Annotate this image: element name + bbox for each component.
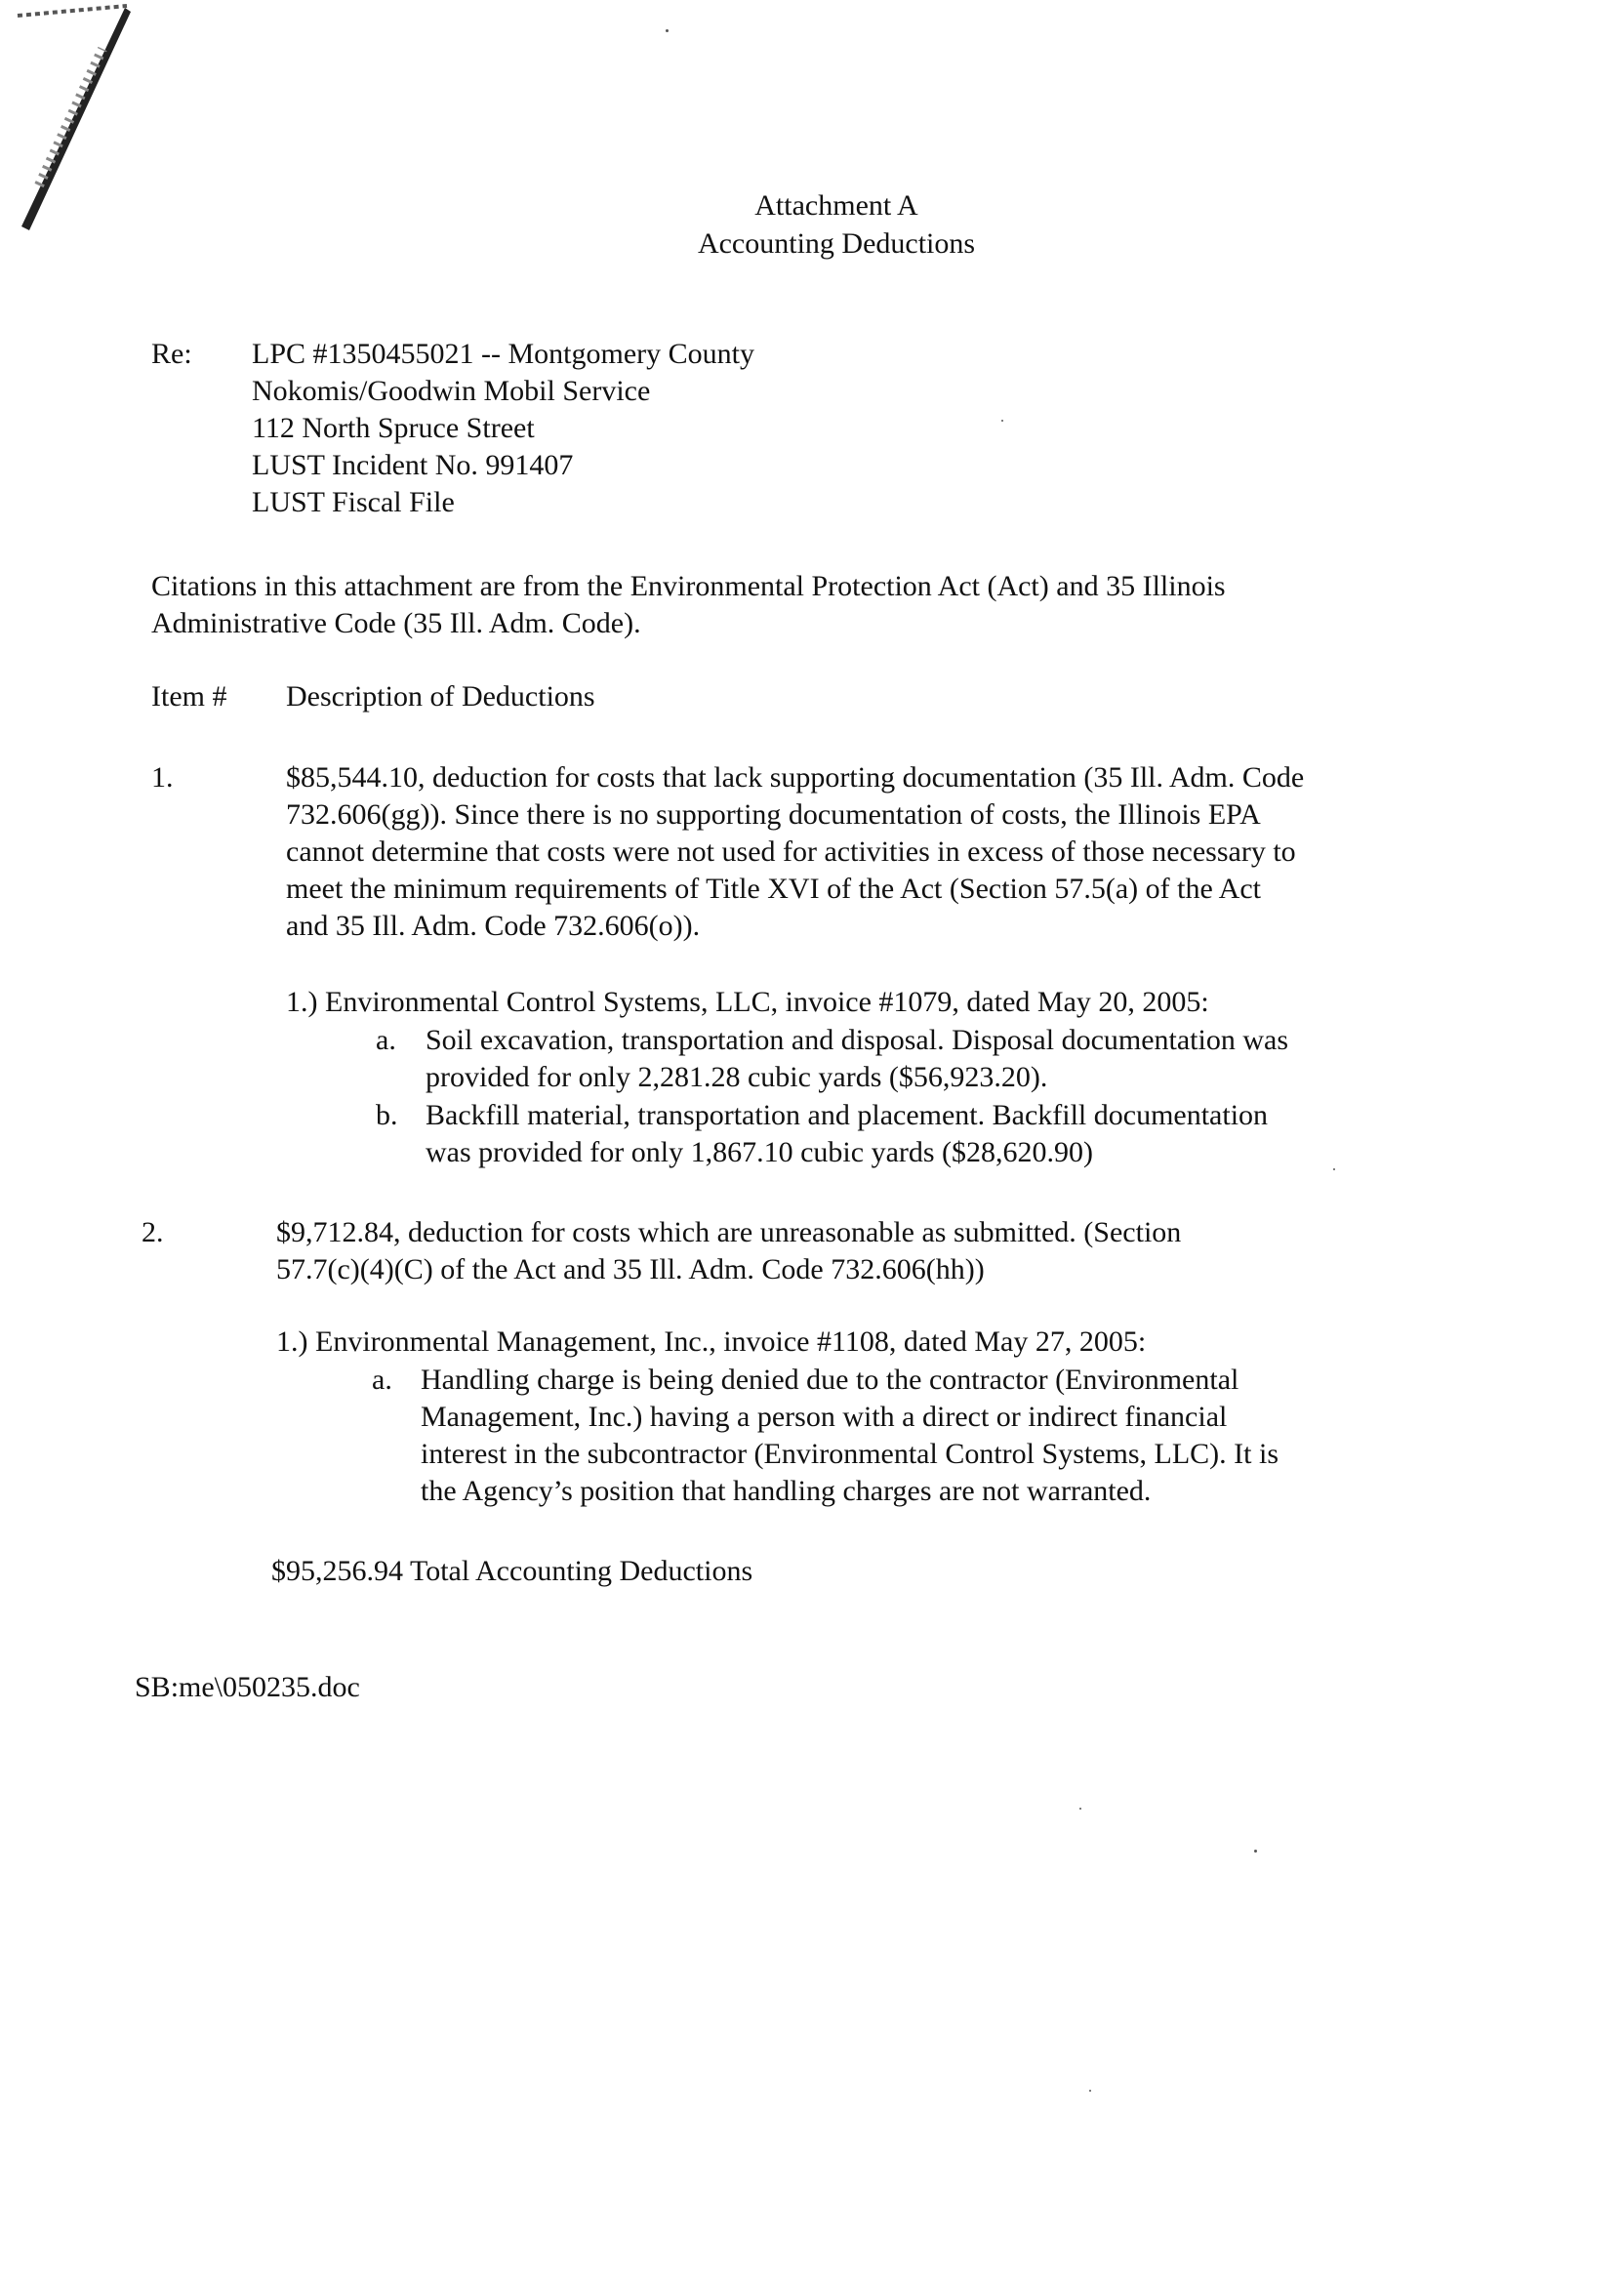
subitem-line: Management, Inc.) having a person with a direct or indirect financial [421, 1401, 1228, 1433]
re-line: 112 North Spruce Street [252, 412, 535, 444]
document-subtitle: Accounting Deductions [697, 227, 976, 260]
item-1-subitem-a [426, 1022, 1288, 1096]
citations-line: Administrative Code (35 Ill. Adm. Code). [151, 607, 641, 639]
re-label: Re: [151, 338, 192, 370]
item-1-line: meet the minimum requirements of Title XVI of the Act (Section 57.5(a) of the Act [286, 873, 1261, 905]
description-header: Description of Deductions [286, 680, 595, 713]
document-file-reference: SB:me\050235.doc [135, 1671, 360, 1703]
re-line: Nokomis/Goodwin Mobil Service [252, 375, 651, 407]
item-2-invoice: 1.) Environmental Management, Inc., invoice #1108, dated May 27, 2005: [276, 1325, 1147, 1358]
item-1-description [286, 759, 1304, 945]
item-2-line: 57.7(c)(4)(C) of the Act and 35 Ill. Adm. Code 732.606(hh)) [276, 1253, 985, 1285]
document-title: Attachment A [754, 189, 918, 222]
scan-speck [1089, 2090, 1091, 2092]
subitem-line: Soil excavation, transportation and disposal. Disposal documentation was [426, 1024, 1289, 1056]
citations-paragraph [151, 568, 1226, 642]
item-number-header: Item # [151, 680, 227, 713]
re-line: LPC #1350455021 -- Montgomery County [252, 338, 754, 370]
subitem-line: Backfill material, transportation and placement. Backfill documentation [426, 1099, 1269, 1131]
total-accounting-deductions: $95,256.94 Total Accounting Deductions [271, 1555, 753, 1587]
re-line: LUST Incident No. 991407 [252, 449, 574, 481]
re-block [252, 336, 754, 521]
item-1-subitem-b [426, 1097, 1268, 1171]
item-1-line: cannot determine that costs were not used for activities in excess of those necessary to [286, 835, 1296, 868]
scan-speck [666, 29, 669, 32]
item-1-line: $85,544.10, deduction for costs that lack supporting documentation (35 Ill. Adm. Code [286, 761, 1305, 794]
scan-speck [1333, 1168, 1335, 1170]
item-1-subitem-b-letter: b. [376, 1099, 398, 1131]
item-1-line: 732.606(gg)). Since there is no supporting documentation of costs, the Illinois EPA [286, 798, 1261, 831]
citations-line: Citations in this attachment are from the Environmental Protection Act (Act) and 35 Illinois [151, 570, 1226, 602]
subitem-line: provided for only 2,281.28 cubic yards ($56,923.20). [426, 1061, 1048, 1093]
item-1-subitem-a-letter: a. [376, 1024, 396, 1056]
re-line: LUST Fiscal File [252, 486, 455, 518]
subitem-line: the Agency’s position that handling charges are not warranted. [421, 1475, 1152, 1507]
item-2-line: $9,712.84, deduction for costs which are unreasonable as submitted. (Section [276, 1216, 1182, 1248]
scan-speck [1254, 1850, 1257, 1853]
scan-speck [1001, 420, 1003, 422]
item-1-line: and 35 Ill. Adm. Code 732.606(o)). [286, 910, 701, 942]
item-1-number: 1. [151, 761, 174, 794]
item-2-number: 2. [142, 1216, 164, 1248]
item-2-subitem-a [421, 1362, 1279, 1510]
item-2-subitem-a-letter: a. [372, 1364, 392, 1396]
scan-speck [1079, 1808, 1081, 1810]
subitem-line: Handling charge is being denied due to the contractor (Environmental [421, 1364, 1239, 1396]
subitem-line: interest in the subcontractor (Environmental Control Systems, LLC). It is [421, 1438, 1279, 1470]
subitem-line: was provided for only 1,867.10 cubic yards ($28,620.90) [426, 1136, 1094, 1168]
item-1-invoice: 1.) Environmental Control Systems, LLC, invoice #1079, dated May 20, 2005: [286, 986, 1209, 1018]
item-2-description [276, 1214, 1181, 1288]
